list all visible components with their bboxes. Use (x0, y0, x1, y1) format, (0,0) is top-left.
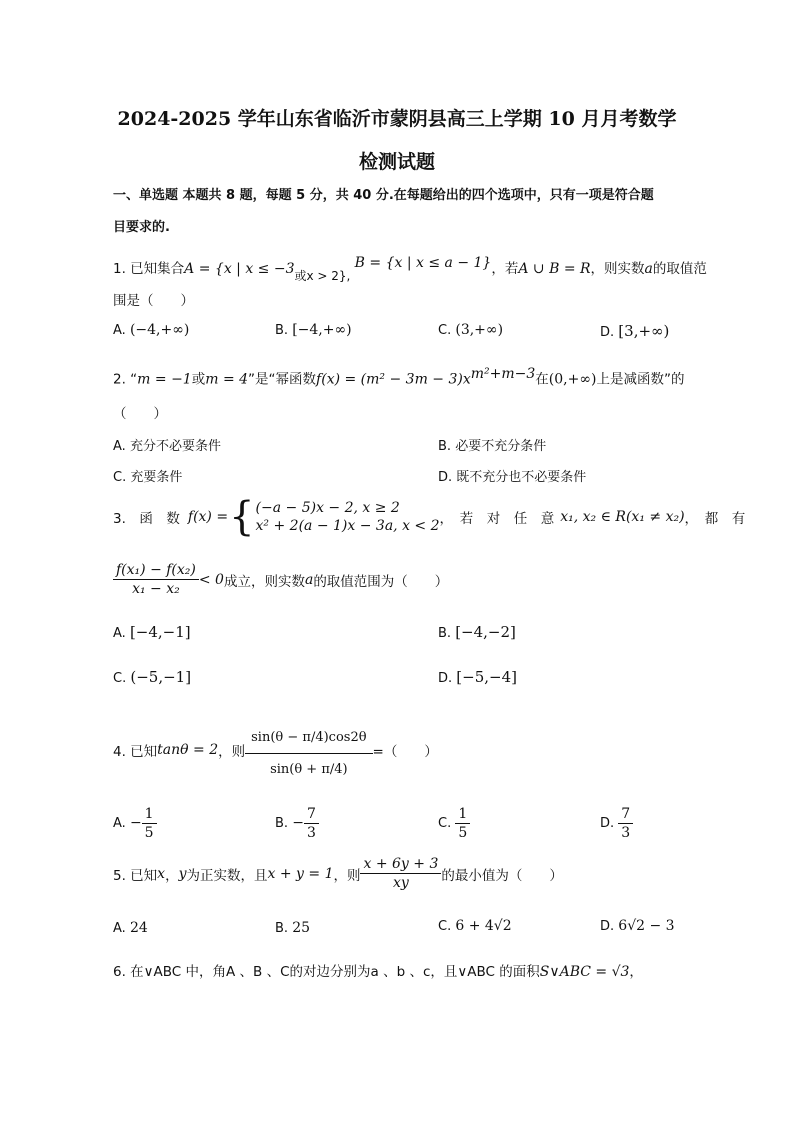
option-label: C. (438, 323, 452, 338)
q4-mid: ，则 (218, 744, 246, 760)
option-value: 既不充分也不必要条件 (456, 470, 587, 485)
q4-frac-num: sin(θ − π/4)cos2θ (245, 724, 372, 754)
q4-tail: =（ ） (372, 744, 438, 760)
q3-case2: x² + 2(a − 1)x − 3a, x < 2 (255, 518, 440, 534)
q5-mid2: ，则 (333, 867, 361, 884)
option-value: [−4,−2] (455, 623, 516, 641)
q2-option-a (113, 435, 221, 454)
option-den: 3 (306, 825, 316, 841)
option-label: A. (113, 921, 126, 936)
option-frac (455, 806, 470, 841)
option-den: 5 (458, 825, 468, 841)
q3-frac-num: f(x₁) − f(x₂) (113, 562, 199, 580)
q2-option-c (113, 466, 182, 485)
q3-var: a (304, 571, 314, 588)
q2-interval: (0,+∞) (548, 371, 597, 388)
question-6 (113, 960, 643, 980)
q3-option-a (113, 623, 191, 641)
q2-or: 或 (191, 371, 206, 388)
q1-set-a-tail: 或x > 2}, (294, 269, 351, 283)
q2-cond2: m = 4 (205, 371, 249, 388)
option-label: D. (438, 470, 453, 485)
q6-area: S∨ABC = √3 (539, 964, 630, 980)
q6-text: 6. 在∨ABC 中，角A 、B 、C的对边分别为a 、b 、c，且∨ABC 的面积 (113, 964, 540, 980)
q3-cond: x₁, x₂ ∈ R(x₁ ≠ x₂) (560, 509, 685, 525)
option-label: D. (600, 919, 615, 934)
option-label: B. (275, 323, 289, 338)
q5-x: x (157, 865, 166, 882)
option-value: 6√2 − 3 (618, 918, 675, 934)
q5-frac-num: x + 6y + 3 (360, 856, 441, 874)
section-heading: 一、单选题 本题共 8 题，每题 5 分，共 40 分.在每题给出的四个选项中，只有一项是符合题 (113, 188, 654, 203)
q3-prefix: 3. 函 数 (113, 511, 180, 527)
option-frac (618, 806, 633, 841)
q1-option-c (438, 322, 503, 338)
option-value: 25 (292, 920, 311, 936)
q2-text-a: 2. “ (113, 371, 138, 388)
q2-option-d (438, 466, 586, 485)
option-label: C. (438, 816, 452, 831)
q5-cond: x + y = 1 (267, 865, 334, 882)
q2-base: x (462, 371, 471, 388)
option-value: (3,+∞) (455, 322, 504, 338)
q1-line2: 围是（ ） (113, 293, 194, 309)
q5-option-c (438, 918, 512, 934)
q5-option-b (275, 920, 310, 936)
q5-fraction (360, 856, 441, 891)
option-value: [−5,−4] (456, 668, 517, 686)
q3-line2 (113, 562, 448, 597)
doc-title-line2: 检测试题 (358, 151, 435, 173)
option-num: 1 (455, 806, 470, 824)
option-label: C. (113, 470, 127, 485)
q3-option-d (438, 668, 517, 686)
q3-mid: ， 若 对 任 意 (439, 511, 555, 527)
q1-var: a (644, 261, 653, 277)
question-4 (113, 708, 438, 792)
q1-option-a (113, 322, 189, 338)
q5-prefix: 5. 已知 (113, 867, 158, 884)
q4-given: tanθ = 2 (157, 742, 219, 758)
q3-line2-tail: 成立，则实数 (223, 573, 305, 590)
section-heading-cont: 目要求的. (113, 220, 170, 235)
q2-func: f(x) = (m² − 3m − 3) (316, 371, 463, 388)
option-label: A. (113, 626, 126, 641)
option-value: [3,+∞) (618, 322, 670, 340)
q3-fraction (113, 562, 199, 597)
option-value: 6 + 4√2 (455, 918, 512, 934)
option-num: 7 (304, 806, 319, 824)
q1-tail2: 的取值范 (652, 261, 707, 277)
q2-option-b (438, 435, 546, 454)
q3-brace: { (229, 494, 255, 540)
q3-option-b (438, 623, 516, 641)
q3-frac-den: x₁ − x₂ (132, 581, 180, 597)
option-num: 7 (618, 806, 633, 824)
q1-tail: ，则实数 (590, 261, 645, 277)
option-den: 5 (144, 825, 154, 841)
q3-line2-tail2: 的取值范围为（ ） (313, 573, 449, 590)
q3-tail: ， 都 有 (684, 511, 746, 527)
q3-case1: (−a − 5)x − 2, x ≥ 2 (255, 500, 400, 516)
option-value: 24 (129, 920, 148, 936)
option-label: C. (113, 671, 127, 686)
q4-fraction (245, 724, 372, 777)
question-5 (113, 856, 563, 891)
option-label: B. (438, 626, 452, 641)
option-label: D. (600, 325, 615, 340)
q3-func: f(x) = (187, 509, 229, 525)
doc-title-line1: 2024-2025 学年山东省临沂市蒙阴县高三上学期 10 月月考数学 (117, 108, 677, 130)
option-value: (−5,−1] (130, 668, 192, 686)
q1-set-b: B = {x | x ≤ a − 1} (354, 255, 492, 271)
q4-frac-den: sin(θ + π/4) (270, 761, 348, 777)
q1-option-d (600, 322, 669, 340)
question-3 (113, 494, 746, 540)
q2-in: 在 (535, 371, 549, 388)
option-value: (−4,+∞) (129, 322, 190, 338)
option-label: D. (438, 671, 453, 686)
option-num: 1 (142, 806, 157, 824)
q5-comma: ， (165, 867, 179, 884)
q4-option-a (113, 806, 157, 841)
q2-exponent: m²+m−3 (470, 366, 536, 382)
option-value: 充分不必要条件 (129, 439, 221, 454)
q5-frac-den: xy (393, 875, 409, 891)
q6-tail: ， (629, 964, 643, 980)
question-1 (113, 255, 707, 283)
option-label: D. (600, 816, 615, 831)
option-value: 充要条件 (130, 470, 183, 485)
q5-y: y (178, 865, 187, 882)
q3-option-c (113, 668, 191, 686)
option-sign: − (129, 815, 142, 831)
q1-option-b (275, 322, 352, 338)
option-label: B. (438, 439, 452, 454)
q5-option-a (113, 920, 148, 936)
q1-prefix: 1. 已知集合 (113, 261, 185, 277)
option-den: 3 (621, 825, 631, 841)
q1-union: A ∪ B = R (518, 261, 591, 277)
option-frac (304, 806, 319, 841)
option-label: B. (275, 921, 289, 936)
option-value: 必要不充分条件 (455, 439, 547, 454)
question-2 (113, 366, 684, 388)
q4-option-d (600, 806, 633, 841)
q2-line2: （ ） (113, 406, 167, 422)
q5-mid: 为正实数，且 (186, 867, 268, 884)
q4-option-b (275, 806, 319, 841)
option-label: A. (113, 439, 126, 454)
option-value: [−4,−1] (129, 623, 191, 641)
option-label: B. (275, 816, 289, 831)
q4-prefix: 4. 已知 (113, 744, 158, 760)
option-label: C. (438, 919, 452, 934)
option-value: [−4,+∞) (292, 322, 352, 338)
q2-cond: m = −1 (137, 371, 192, 388)
q3-ineq: < 0 (198, 571, 224, 588)
option-label: A. (113, 323, 126, 338)
q5-option-d (600, 918, 675, 934)
option-sign: − (292, 815, 304, 831)
q2-text-b: ”是“幂函数 (248, 371, 317, 388)
q4-option-c (438, 806, 470, 841)
q5-tail: 的最小值为（ ） (441, 867, 563, 884)
q1-set-a: A = {x | x ≤ −3 (184, 261, 295, 277)
option-label: A. (113, 816, 126, 831)
q2-text-c: 上是减函数”的 (596, 371, 685, 388)
option-frac (142, 806, 157, 841)
q3-cases (256, 499, 440, 535)
q1-mid: ，若 (491, 261, 519, 277)
